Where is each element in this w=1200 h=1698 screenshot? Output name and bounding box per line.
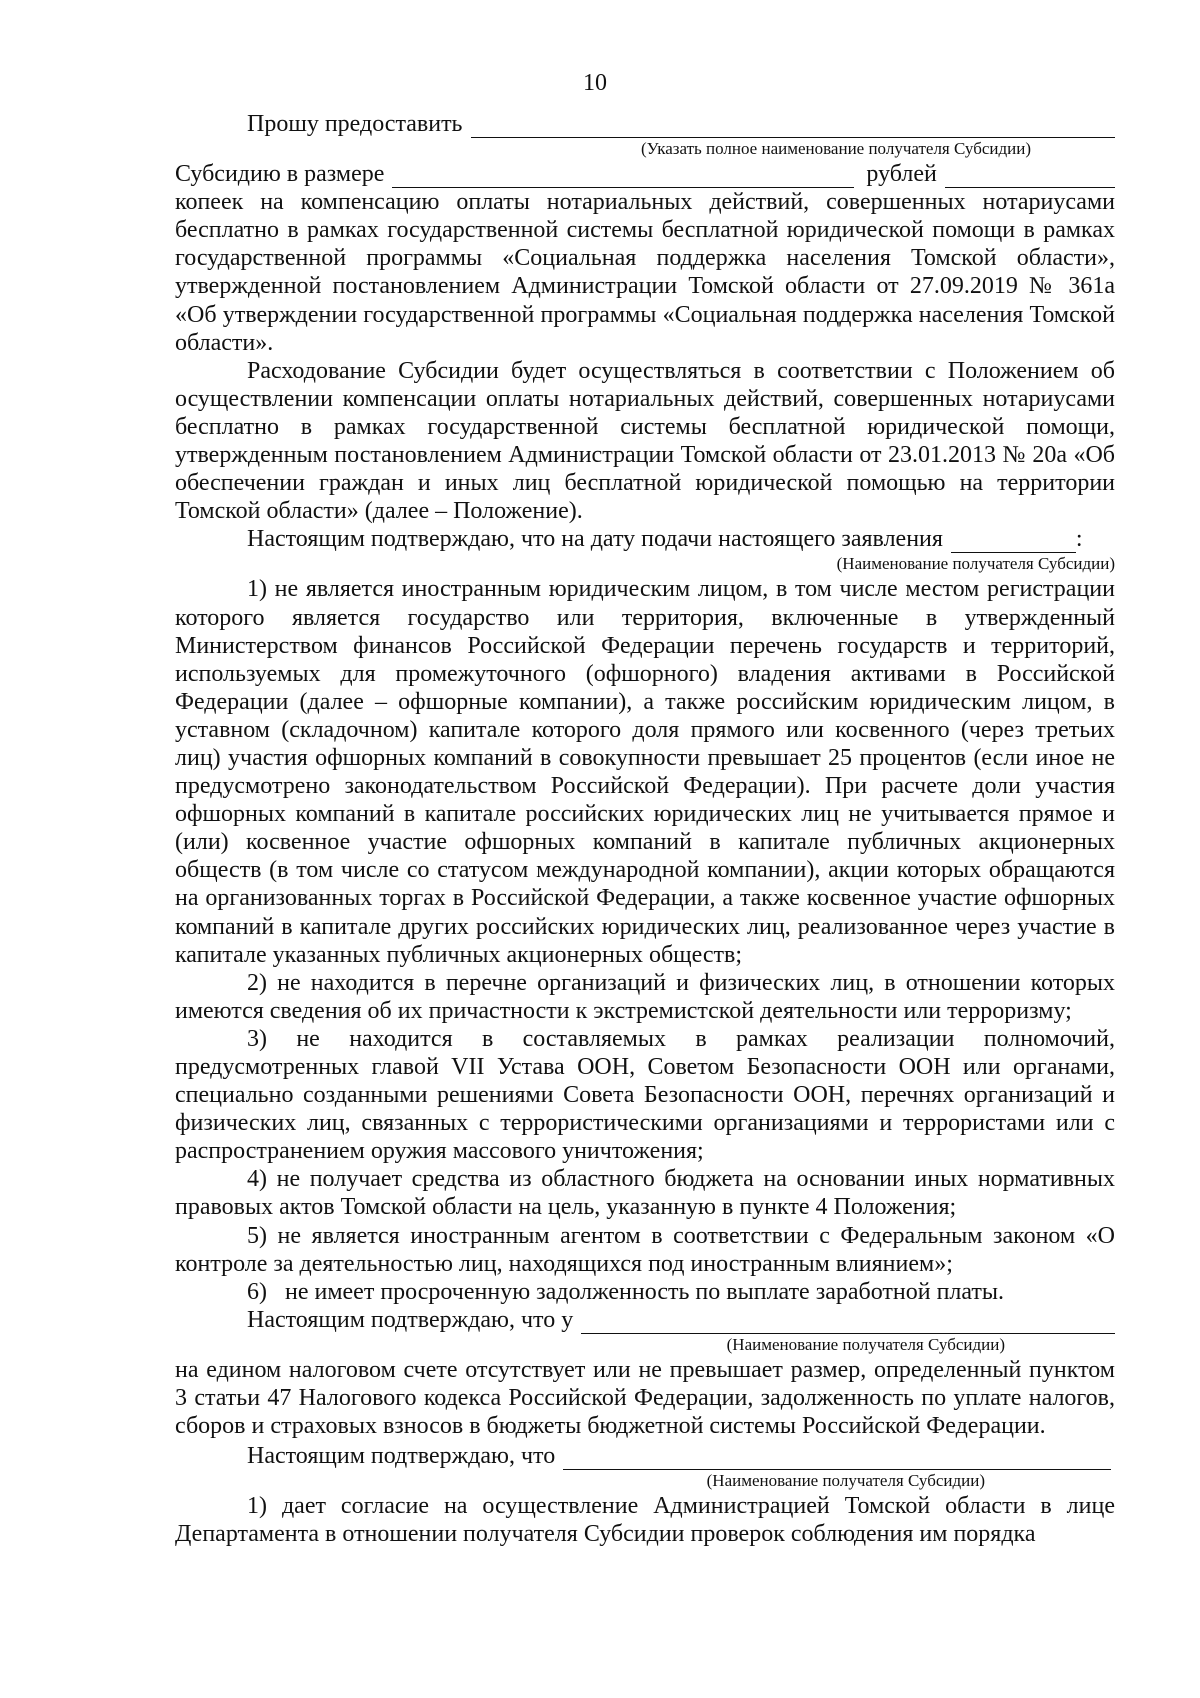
list-item: 5) не является иностранным агентом в соответствии с Федеральным законом «О контроле за деятельностью лиц, находящихся под иностранным влиянием»; <box>175 1222 1115 1277</box>
purpose-paragraph: копеек на компенсацию оплаты нотариальных действий, совершенных нотариусами бесплатно в рамках государственной системы бесплатной юридической помощи в рамках государственной программы «Социальная поддержка населения Томской области», утвержденной постановлением Администрации Томской области от 27.09.2019 № 361а «Об утверждении государственной программы «Социальная поддержка населения Томской области». <box>175 189 1115 356</box>
confirm-tax-caption: (Наименование получателя Субсидии) <box>726 1334 1005 1354</box>
confirm-tax-paragraph: на едином налоговом счете отсутствует или не превышает размер, определенный пунктом 3 статьи 47 Налогового кодекса Российской Федерации, задолженность по уплате налогов, сборов и страховых взносов в бюджеты бюджетной системы Российской Федерации. <box>175 1356 1115 1440</box>
list-item: 2) не находится в перечне организаций и физических лиц, в отношении которых имеются сведения об их причастности к экстремистской деятельности или терроризму; <box>175 969 1115 1024</box>
page-number: 10 <box>583 70 607 96</box>
list-item: 4) не получает средства из областного бюджета на основании иных нормативных правовых актов Томской области на цель, указанную в пункте 4 Положения; <box>175 1166 1115 1221</box>
amount-label: Субсидию в размере <box>175 161 385 188</box>
confirm-consent-caption: (Наименование получателя Субсидии) <box>706 1471 985 1491</box>
rubles-amount-field[interactable] <box>392 165 854 188</box>
confirm-date-caption: (Наименование получателя Субсидии) <box>836 554 1115 574</box>
amount-line <box>175 160 1115 188</box>
confirm-date-line <box>175 525 1115 553</box>
confirm-tax-recipient-field[interactable] <box>581 1311 1115 1334</box>
confirm-date-recipient-field[interactable] <box>951 530 1076 553</box>
application-form <box>175 110 1115 1549</box>
confirm-consent-recipient-field[interactable] <box>563 1447 1111 1470</box>
recipient-name-field[interactable] <box>471 115 1116 138</box>
confirm-consent-line <box>175 1442 1115 1470</box>
list-item: 1) не является иностранным юридическим лицом, в том числе местом регистрации которого является государство или территория, включенные в утвержденный Министерством финансов Российской Федерации перечень государств и территорий, используемых для промежуточного (офшорного) владения активами в Российской Федерации (далее – офшорные компании), а также российским юридическим лицом, в уставном (складочном) капитале которого доля прямого или косвенного (через третьих лиц) участия офшорных компаний в совокупности превышает 25 процентов (если иное не предусмотрено законодательством Российской Федерации). При расчете доли участия офшорных компаний в капитале российских юридических лиц не учитывается прямое и (или) косвенное участие офшорных компаний в капитале публичных акционерных обществ (в том числе со статусом международной компании), акции которых обращаются на организованных торгах в Российской Федерации, а также косвенное участие офшорных компаний в капитале других российских юридических лиц, реализованное через участие в капитале указанных публичных акционерных обществ; <box>175 576 1115 968</box>
recipient-name-caption: (Указать полное наименование получателя Субсидии) <box>641 139 1031 159</box>
spending-paragraph: Расходование Субсидии будет осуществляться в соответствии с Положением об осуществлении компенсации оплаты нотариальных действий, совершенных нотариусами бесплатно в рамках государственной системы бесплатной юридической помощи, утвержденным постановлением Администрации Томской области от 23.01.2013 № 20а «Об обеспечении граждан и иных лиц бесплатной юридической помощью на территории Томской области» (далее – Положение). <box>175 357 1115 525</box>
request-label: Прошу предоставить <box>247 111 463 137</box>
confirm-date-label: Настоящим подтверждаю, что на дату подачи настоящего заявления <box>247 526 943 553</box>
request-line <box>175 110 1115 138</box>
confirm-tax-line <box>175 1306 1115 1334</box>
rubles-label: рублей <box>866 161 937 188</box>
list-item: 6) не имеет просроченную задолженность по выплате заработной платы. <box>247 1278 1005 1305</box>
kopecks-amount-field[interactable] <box>945 165 1115 188</box>
confirm-date-colon: : <box>1075 526 1083 553</box>
confirm-tax-label: Настоящим подтверждаю, что у <box>247 1306 574 1333</box>
consent-item: 1) дает согласие на осуществление Администрацией Томской области в лице Департамента в отношении получателя Субсидии проверок соблюдения им порядка <box>175 1493 1115 1548</box>
list-item: 3) не находится в составляемых в рамках реализации полномочий, предусмотренных главой VII Устава ООН, Советом Безопасности ООН или органами, специально созданными решениями Совета Безопасности ООН, перечнях организаций и физических лиц, связанных с террористическими организациями и террористами или с распространением оружия массового уничтожения; <box>175 1025 1115 1165</box>
confirm-consent-label: Настоящим подтверждаю, что <box>247 1443 556 1470</box>
